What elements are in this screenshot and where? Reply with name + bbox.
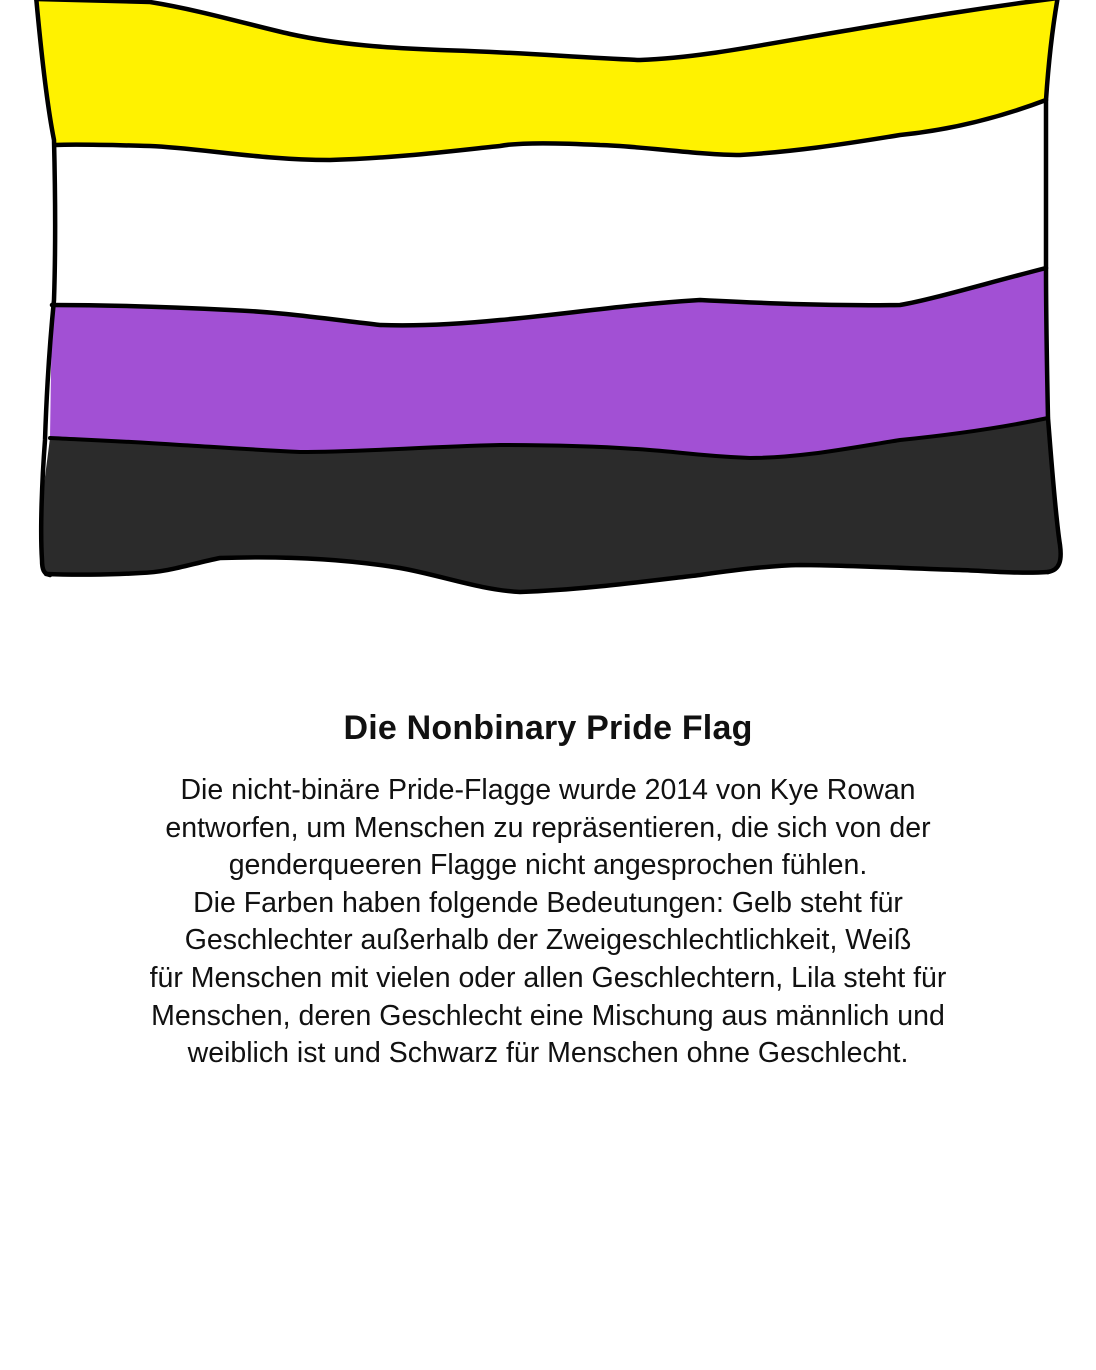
caption-title: Die Nonbinary Pride Flag [343,709,753,747]
caption-line: Die nicht-binäre Pride-Flagge wurde 2014 von Kye Rowan [180,774,916,806]
caption-line: Geschlechter außerhalb der Zweigeschlechtlichkeit, Weiß [184,924,912,957]
flag-caption [0,706,1096,1073]
caption-body [0,772,1096,1073]
caption-line: weiblich ist und Schwarz für Menschen ohne Geschlecht. [187,1037,909,1070]
caption-line: entworfen, um Menschen zu repräsentieren, die sich von der [165,811,931,844]
caption-line: Menschen, deren Geschlecht eine Mischung aus männlich und [151,999,945,1032]
caption-line: genderqueeren Flagge nicht angesprochen fühlen. [228,849,868,882]
nonbinary-flag-illustration [0,0,1096,610]
caption-line: Die Farben haben folgende Bedeutungen: Gelb steht für [193,886,903,919]
caption-line: für Menschen mit vielen oder allen Geschlechtern, Lila steht für [149,961,947,994]
flag-drawing [0,0,1096,610]
